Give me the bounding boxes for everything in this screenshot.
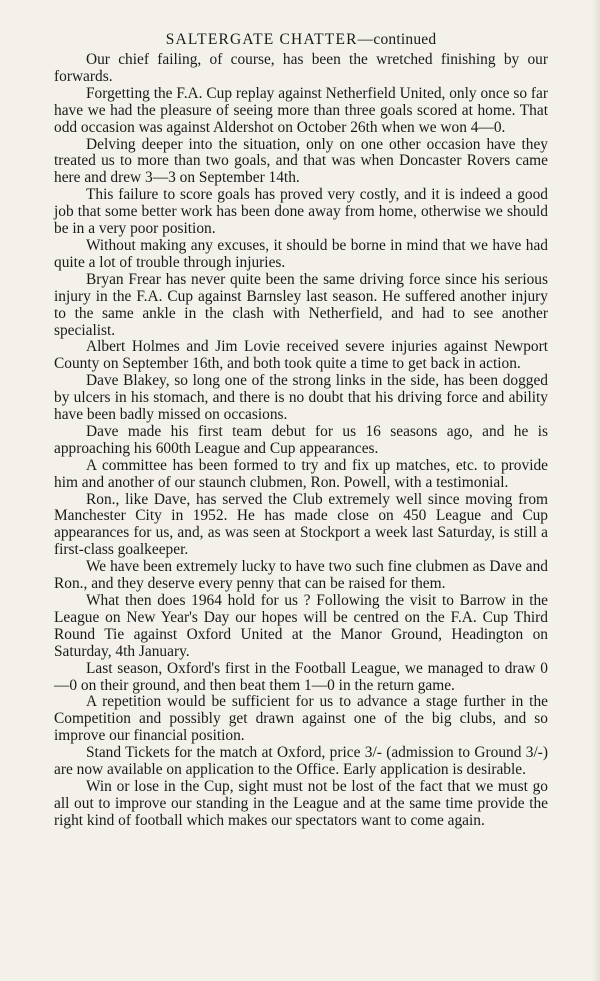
paragraph: Albert Holmes and Jim Lovie received severe injuries against Newport County on September 16th, and both took quite a time to get back in action. [54,338,548,373]
paragraph: Last season, Oxford's first in the Football League, we managed to draw 0—0 on their ground, and then beat them 1—0 in the return game. [54,659,548,694]
heading-continued: —continued [357,31,437,48]
paragraph: Without making any excuses, it should be borne in mind that we have had quite a lot of trouble through injuries. [54,236,548,271]
paragraph: Our chief failing, of course, has been the wretched finishing by our forwards. [54,51,548,85]
paragraph: Delving deeper into the situation, only on one other occasion have they treated us to more than two goals, and that was when Doncaster Rovers came here and drew 3—3 on September 14th. [54,135,548,187]
paragraph: Stand Tickets for the match at Oxford, price 3/- (admission to Ground 3/-) are now available on application to the Office. Early application is desirable. [54,744,548,779]
paragraph: This failure to score goals has proved very costly, and it is indeed a good job that some better work has been done away from home, otherwise we should be in a very poor position. [54,186,548,238]
paragraph: Bryan Frear has never quite been the same driving force since his serious injury in the F.A. Cup against Barnsley last season. He suffered another injury to the same ankle in the clash with Netherfield, and had to see another specialist. [54,270,548,339]
paragraph: Dave Blakey, so long one of the strong links in the side, has been dogged by ulcers in his stomach, and there is no doubt that his driving force and ability have been badly missed on occasions. [54,372,548,424]
paragraph: A repetition would be sufficient for us to advance a stage further in the Competition and possibly get drawn against one of the big clubs, and so improve our financial position. [54,693,548,745]
paragraph: What then does 1964 hold for us ? Following the visit to Barrow in the League on New Year's Day our hopes will be centred on the F.A. Cup Third Round Tie against Oxford United at the Manor Ground, Headington on Saturday, 4th January. [54,592,548,660]
paragraph: Ron., like Dave, has served the Club extremely well since moving from Manchester City in 1952. He has made close on 450 League and Cup appearances for us, and, as was seen at Stockport a week last Saturday, is still a first-class goalkeeper. [54,490,548,559]
paragraph: Win or lose in the Cup, sight must not be lost of the fact that we must go all out to improve our standing in the League and at the same time provide the right kind of football which makes our spectators want to come again. [54,777,548,829]
paragraph: Forgetting the F.A. Cup replay against Netherfield United, only once so far have we had the pleasure of seeing more than three goals scored at home. That odd occasion was against Aldershot on October 26th when we won 4—0. [54,84,548,136]
paragraph: A committee has been formed to try and fix up matches, etc. to provide him and another of our staunch clubmen, Ron. Powell, with a testimonial. [54,456,548,491]
paragraph: We have been extremely lucky to have two such fine clubmen as Dave and Ron., and they deserve every penny that can be raised for them. [54,558,548,593]
page-heading [54,30,548,50]
paragraph: Dave made his first team debut for us 16 seasons ago, and he is approaching his 600th League and Cup appearances. [54,422,548,457]
page-edge-shadow [592,0,600,981]
heading-title: SALTERGATE CHATTER [165,31,358,48]
